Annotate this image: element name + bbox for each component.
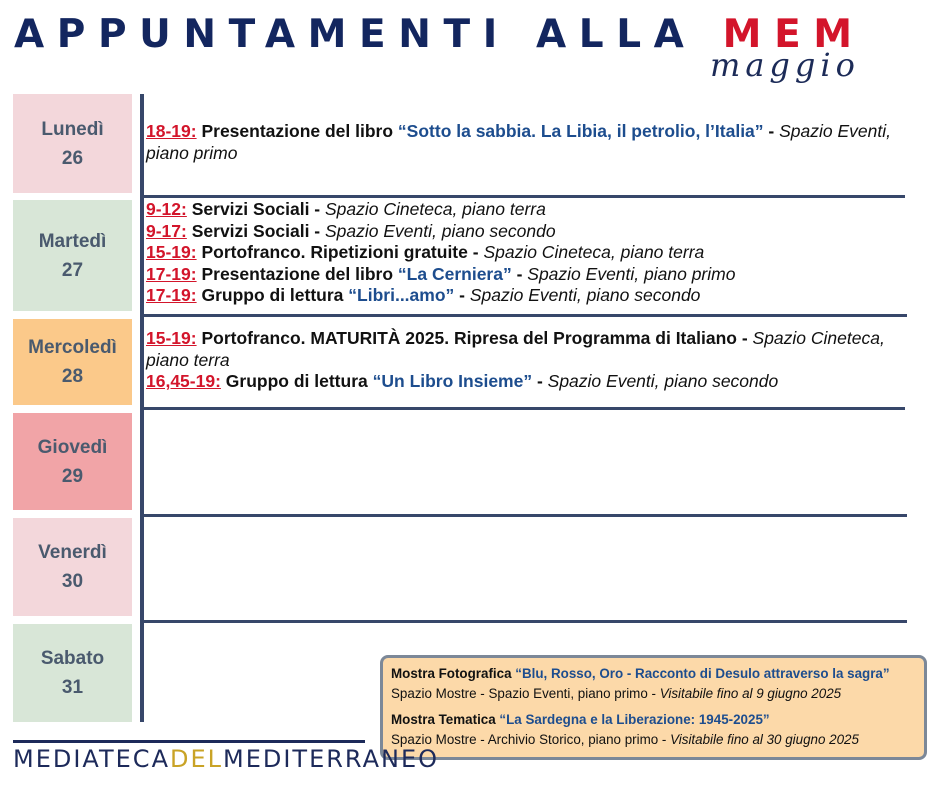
exhibition-until: Visitabile fino al 30 giugno 2025 bbox=[670, 732, 859, 747]
exhibitions-box bbox=[380, 655, 927, 760]
event-title: Gruppo di lettura bbox=[201, 285, 344, 305]
row-divider bbox=[140, 620, 907, 623]
exhibition-kind: Mostra Fotografica bbox=[391, 666, 512, 681]
event-time: 15-19: bbox=[146, 328, 197, 348]
events-mercoledi bbox=[146, 328, 898, 393]
event-time: 16,45-19: bbox=[146, 371, 221, 391]
event-title: Presentazione del libro bbox=[201, 121, 394, 141]
row-divider bbox=[140, 195, 905, 198]
exhibition-until: Visitabile fino al 9 giugno 2025 bbox=[659, 686, 842, 701]
exhibition-heading bbox=[391, 710, 914, 730]
logo-part: DEL bbox=[169, 745, 223, 773]
exhibition-title: “Blu, Rosso, Oro - Racconto di Desulo attraverso la sagra” bbox=[515, 666, 890, 681]
row-divider bbox=[140, 314, 907, 317]
event-item bbox=[146, 221, 906, 243]
day-box-sabato bbox=[13, 624, 132, 722]
event-item bbox=[146, 328, 898, 371]
event-title: Gruppo di lettura bbox=[225, 371, 368, 391]
logo-part: MEDIATECA bbox=[13, 745, 170, 773]
day-box-mercoledi bbox=[13, 319, 132, 405]
exhibition-details bbox=[391, 730, 914, 750]
event-location: Spazio Eventi, piano primo bbox=[527, 263, 736, 284]
day-number: 30 bbox=[61, 571, 84, 592]
day-weekday: Lunedì bbox=[41, 118, 104, 140]
title-accent: MEM bbox=[722, 12, 865, 57]
day-number: 31 bbox=[61, 677, 84, 698]
day-number: 27 bbox=[61, 259, 84, 281]
event-item bbox=[146, 121, 898, 164]
event-title: Portofranco. Ripetizioni gratuite bbox=[201, 242, 468, 262]
event-time: 9-17: bbox=[146, 220, 187, 241]
row-divider bbox=[140, 514, 907, 517]
exhibition-kind: Mostra Tematica bbox=[391, 712, 496, 727]
mediateca-logo bbox=[13, 745, 439, 773]
exhibition-title: “La Sardegna e la Liberazione: 1945-2025” bbox=[499, 712, 770, 727]
day-box-lunedi bbox=[13, 94, 132, 193]
day-number: 29 bbox=[61, 465, 84, 487]
event-location: Spazio Cineteca, piano terra bbox=[483, 242, 705, 262]
day-box-venerdi bbox=[13, 518, 132, 616]
event-separator: - bbox=[467, 242, 484, 262]
exhibition-item bbox=[391, 710, 914, 750]
event-location: Spazio Eventi, piano primo bbox=[146, 121, 891, 163]
events-lunedi bbox=[146, 121, 898, 164]
event-quote: “Libri...amo” bbox=[348, 285, 455, 305]
event-quote: “Un Libro Insieme” bbox=[372, 371, 533, 391]
day-box-giovedi bbox=[13, 413, 132, 510]
event-location: Spazio Cineteca, piano terra bbox=[325, 199, 546, 219]
exhibition-place: Spazio Mostre - Spazio Eventi, piano primo - bbox=[391, 686, 660, 701]
event-time: 9-12: bbox=[146, 199, 187, 219]
event-title: Servizi Sociali bbox=[191, 199, 310, 219]
events-martedi bbox=[146, 199, 906, 307]
event-item bbox=[146, 371, 898, 393]
event-separator: - bbox=[309, 199, 325, 219]
exhibition-heading bbox=[391, 664, 914, 684]
event-time: 15-19: bbox=[146, 242, 197, 262]
event-separator: - bbox=[763, 121, 780, 141]
day-weekday: Giovedì bbox=[37, 436, 108, 458]
day-number: 26 bbox=[61, 147, 84, 169]
logo-part: MEDITERRANEO bbox=[223, 745, 440, 773]
event-item bbox=[146, 242, 906, 264]
event-time: 18-19: bbox=[146, 121, 197, 141]
event-time: 17-19: bbox=[146, 285, 197, 305]
event-item bbox=[146, 285, 906, 307]
event-location: Spazio Eventi, piano secondo bbox=[325, 220, 556, 241]
event-separator: - bbox=[736, 328, 753, 348]
day-weekday: Martedì bbox=[38, 230, 107, 252]
event-location: Spazio Eventi, piano secondo bbox=[469, 285, 701, 305]
footer-divider bbox=[13, 740, 365, 743]
event-separator: - bbox=[532, 371, 548, 391]
event-separator: - bbox=[454, 285, 470, 305]
event-title: Portofranco. MATURITÀ 2025. Ripresa del Programma di Italiano bbox=[201, 328, 737, 348]
event-location: Spazio Cineteca, piano terra bbox=[146, 328, 885, 370]
event-separator: - bbox=[511, 263, 528, 284]
event-item bbox=[146, 199, 906, 221]
event-time: 17-19: bbox=[146, 263, 197, 284]
event-title: Presentazione del libro bbox=[201, 263, 394, 284]
event-location: Spazio Eventi, piano secondo bbox=[547, 371, 779, 391]
day-weekday: Sabato bbox=[40, 648, 105, 669]
event-quote: “Sotto la sabbia. La Libia, il petrolio, l’Italia” bbox=[397, 121, 764, 141]
exhibition-details bbox=[391, 684, 914, 704]
day-number: 28 bbox=[61, 366, 84, 387]
event-item bbox=[146, 264, 906, 286]
day-weekday: Mercoledì bbox=[28, 337, 117, 358]
exhibition-item bbox=[391, 664, 914, 704]
day-box-martedi bbox=[13, 200, 132, 311]
event-quote: “La Cerniera” bbox=[397, 263, 512, 284]
event-separator: - bbox=[309, 220, 325, 241]
row-divider bbox=[140, 407, 905, 410]
day-weekday: Venerdì bbox=[38, 542, 107, 563]
page-subtitle: maggio bbox=[710, 46, 860, 84]
title-main: APPUNTAMENTI ALLA bbox=[14, 12, 697, 57]
event-title: Servizi Sociali bbox=[191, 220, 310, 241]
exhibition-place: Spazio Mostre - Archivio Storico, piano primo - bbox=[391, 732, 671, 747]
